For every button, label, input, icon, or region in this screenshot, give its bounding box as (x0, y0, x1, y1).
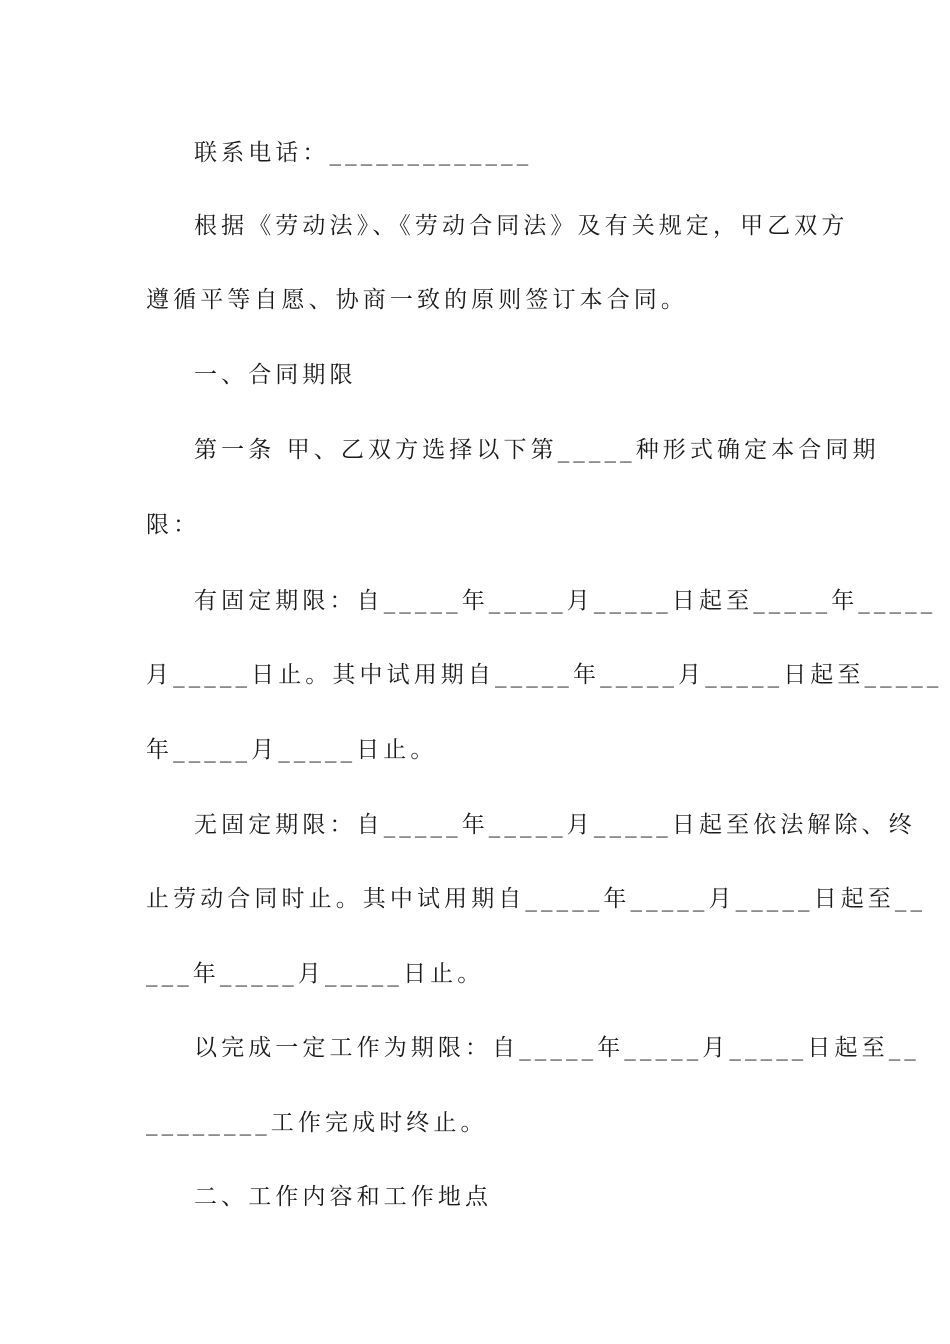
task-term-line-2: ________工作完成时终止。 (146, 1110, 488, 1136)
task-term-line-1: 以完成一定工作为期限：自_____年_____月_____日起至__ (194, 1035, 920, 1061)
article-1-line-1: 第一条 甲、乙双方选择以下第_____种形式确定本合同期 (194, 437, 880, 463)
fixed-term-line-1: 有固定期限：自_____年_____月_____日起至_____年_____ (194, 588, 937, 614)
fixed-term-line-2: 月_____日止。其中试用期自_____年_____月_____日起至_____ (146, 662, 943, 688)
open-term-line-2: 止劳动合同时止。其中试用期自_____年_____月_____日起至__ (146, 886, 927, 912)
preamble-line-2: 遵循平等自愿、协商一致的原则签订本合同。 (146, 287, 688, 313)
article-1-line-2: 限： (146, 512, 201, 538)
preamble-line-1: 根据《劳动法》、《劳动合同法》及有关规定，甲乙双方 (194, 213, 849, 239)
open-term-line-1: 无固定期限：自_____年_____月_____日起至依法解除、终 (194, 812, 916, 838)
fixed-term-line-3: 年_____月_____日止。 (146, 737, 438, 763)
section-heading-contract-term: 一、合同期限 (194, 362, 357, 388)
open-term-line-3: ___年_____月_____日止。 (146, 961, 485, 987)
section-heading-work-content: 二、工作内容和工作地点 (194, 1184, 493, 1210)
contact-phone-line: 联系电话：_____________ (194, 140, 533, 166)
